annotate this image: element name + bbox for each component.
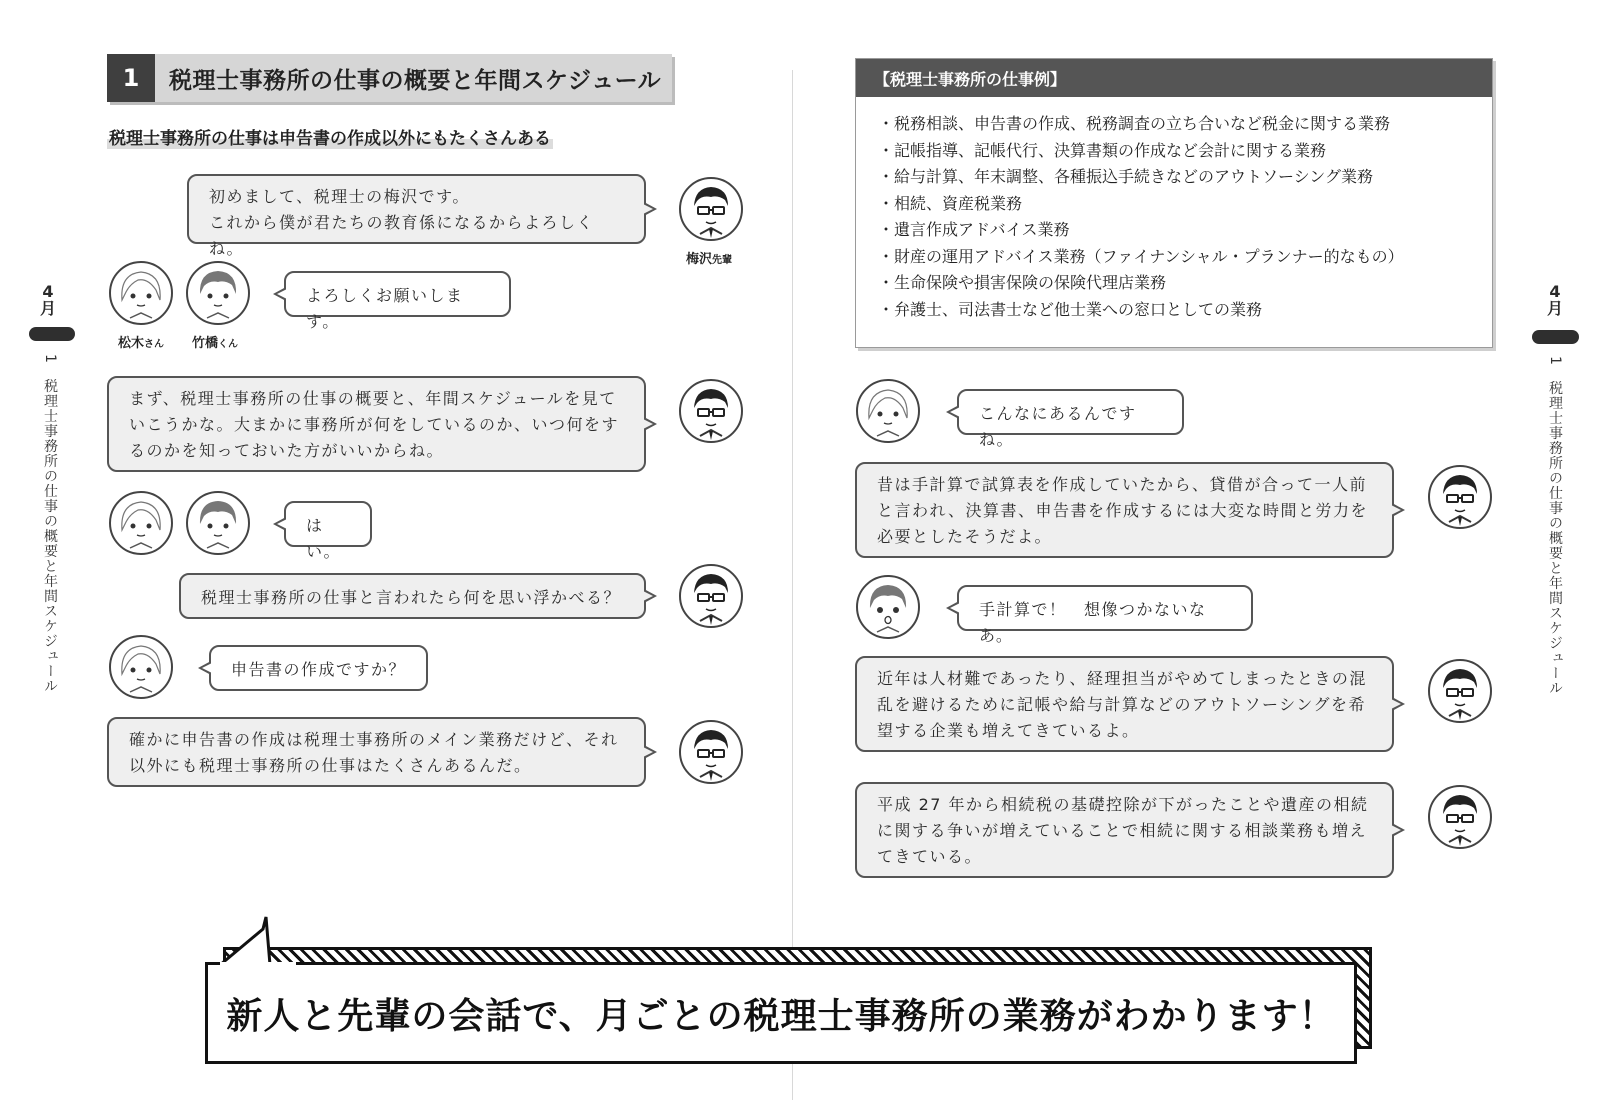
bubble-umezawa-intro: 初めまして、税理士の梅沢です。 これから僕が君たちの教育係になるからよろしくね。: [187, 174, 646, 244]
list-item: ・生命保険や損害保険の保険代理店業務: [878, 273, 1167, 292]
bubble-umezawa-history: 昔は手計算で試算表を作成していたから、貸借が合って一人前 と言われ、決算書、申告書を作成するには大変な時間と労力を 必要としたそうだよ。: [855, 462, 1394, 558]
bubble-umezawa-outsourcing: 近年は人材難であったり、経理担当がやめてしまったときの混 乱を避けるために記帳や給与計算などのアウトソーシングを希 望する企業も増えてきているよ。: [855, 656, 1394, 752]
section-title: 税理士事務所の仕事の概要と年間スケジュール: [169, 67, 662, 94]
list-item: ・相続、資産税業務: [878, 193, 1023, 213]
page-gutter-divider: [792, 70, 793, 1100]
bubble-students-yes: はい。: [284, 501, 372, 547]
bubble-umezawa-explanation: 確かに申告書の作成は税理士事務所のメイン業務だけど、それ 以外にも税理士事務所の仕事はたくさんあるんだ。: [107, 717, 646, 787]
takehashi-name-label: [192, 332, 238, 351]
section-header: [107, 54, 672, 102]
matsuki-suffix: さん: [144, 339, 165, 350]
matsuki-avatar-icon: [108, 490, 174, 556]
list-item: ・記帳指導、記帳代行、決算書類の作成など会計に関する業務: [878, 140, 1327, 160]
list-item: ・遺言作成アドバイス業務: [878, 220, 1070, 239]
work-examples-list: [856, 97, 1492, 323]
side-tab-month-left: 4 月: [39, 282, 56, 318]
umezawa-avatar-icon: [678, 563, 744, 629]
takehashi-avatar-icon: [185, 490, 251, 556]
takehashi-suffix: くん: [218, 339, 239, 350]
umezawa-name-label: [686, 248, 732, 267]
umezawa-avatar-icon: [678, 378, 744, 444]
list-item: ・財産の運用アドバイス業務（ファイナンシャル・プランナー的なもの）: [878, 246, 1404, 266]
umezawa-avatar-icon: [678, 719, 744, 785]
side-tab-month-right: 4 月: [1546, 282, 1563, 318]
umezawa-avatar-icon: [1427, 784, 1493, 850]
umezawa-name: 梅沢: [686, 252, 713, 267]
bubble-takehashi-reaction: 手計算で！ 想像つかないなあ。: [957, 585, 1253, 631]
umezawa-avatar-icon: [678, 176, 744, 242]
section-number: 1: [107, 54, 155, 102]
list-item: ・税務相談、申告書の作成、税務調査の立ち合いなど税金に関する業務: [878, 114, 1391, 133]
umezawa-avatar-icon: [1427, 658, 1493, 724]
bubble-students-greeting: よろしくお願いします。: [284, 271, 511, 317]
side-tab-bar-left: [29, 327, 75, 341]
matsuki-avatar-icon: [108, 260, 174, 326]
bubble-umezawa-question: 税理士事務所の仕事と言われたら何を思い浮かべる？: [179, 573, 646, 619]
list-item: ・弁護士、司法書士など他士業への窓口としての業務: [878, 299, 1263, 319]
list-item: ・給与計算、年末調整、各種振込手続きなどのアウトソーシング業務: [878, 167, 1373, 186]
work-examples-box: [855, 58, 1493, 348]
umezawa-avatar-icon: [1427, 464, 1493, 530]
takehashi-name: 竹橋: [192, 336, 219, 351]
umezawa-suffix: 先輩: [712, 255, 733, 266]
work-examples-heading: 【税理士事務所の仕事例】: [856, 59, 1492, 97]
bubble-matsuki-answer: 申告書の作成ですか？: [209, 645, 428, 691]
side-tab-title-right: 1 税理士事務所の仕事の概要と年間スケジュール: [1547, 356, 1563, 696]
banner-tail-joint: [220, 962, 296, 968]
matsuki-name-label: [118, 332, 164, 351]
takehashi-avatar-icon: [185, 260, 251, 326]
summary-banner: [205, 962, 1357, 1064]
speech-tail-icon: [218, 915, 288, 967]
side-tab-title-left: 1 税理士事務所の仕事の概要と年間スケジュール: [42, 354, 58, 694]
side-tab-bar-right: [1532, 330, 1579, 344]
takehashi-avatar-icon: [855, 574, 921, 640]
banner-text: 新人と先輩の会話で、月ごとの税理士事務所の業務がわかります！: [226, 995, 1336, 1037]
bubble-umezawa-inheritance: 平成 27 年から相続税の基礎控除が下がったことや遺産の相続 に関する争いが増えていることで相続に関する相談業務も増え てきている。: [855, 782, 1394, 878]
matsuki-avatar-icon: [108, 634, 174, 700]
matsuki-name: 松木: [118, 336, 145, 351]
matsuki-avatar-icon: [855, 378, 921, 444]
bubble-umezawa-overview: まず、税理士事務所の仕事の概要と、年間スケジュールを見て いこうかな。大まかに事務所が何をしているのか、いつ何をす るのかを知っておいた方がいいからね。: [107, 376, 646, 472]
bubble-matsuki-surprise: こんなにあるんですね。: [957, 389, 1184, 435]
section-subheading: 税理士事務所の仕事は申告書の作成以外にもたくさんある: [107, 124, 553, 149]
